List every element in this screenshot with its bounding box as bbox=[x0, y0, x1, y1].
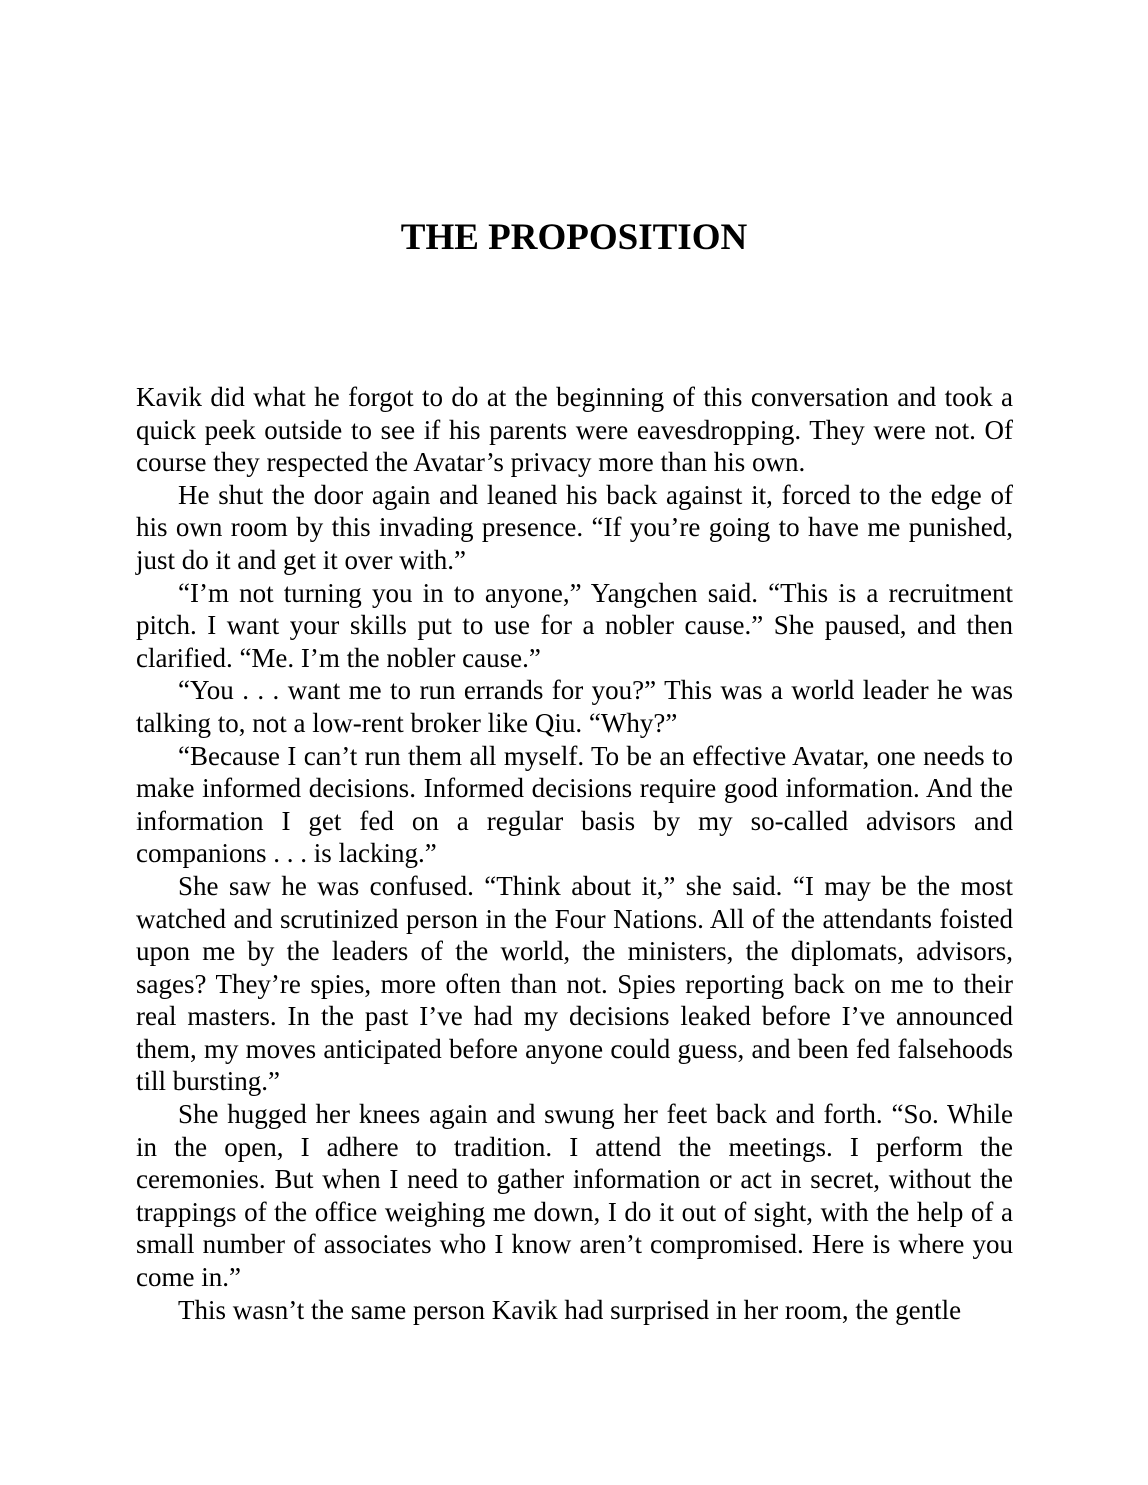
paragraph: “Because I can’t run them all myself. To be an effective Avatar, one needs to make informed decisions. Informed decisions require good information. And the information I get fed on a regular basis by my so-called advisors and companions . . . is lacking.” bbox=[136, 740, 1013, 869]
paragraph: She hugged her knees again and swung her feet back and forth. “So. While in the open, I adhere to tradition. I attend the meetings. I perform the ceremonies. But when I need to gather information or act in secret, without the trappings of the office weighing me down, I do it out of sight, with the help of a small number of associates who I know aren’t compromised. Here is where you come in.” bbox=[136, 1099, 1013, 1293]
chapter-title: THE PROPOSITION bbox=[400, 217, 748, 258]
paragraph: She saw he was confused. “Think about it,” she said. “I may be the most watched and scrutinized person in the Four Nations. All of the attendants foisted upon me by the leaders of the world, the ministers, the diplomats, advisors, sages? They’re spies, more often than not. Spies reporting back on me to their real masters. In the past I’ve had my decisions leaked before I’ve announced them, my moves anticipated before anyone could guess, and been fed falsehoods till bursting.” bbox=[136, 870, 1013, 1097]
paragraph: This wasn’t the same person Kavik had surprised in her room, the gentle bbox=[178, 1294, 962, 1325]
paragraph: Kavik did what he forgot to do at the beginning of this conversation and took a quick peek outside to see if his parents were eavesdropping. They were not. Of course they respected the Avatar’s privacy more than his own. bbox=[136, 382, 1013, 478]
paragraph: “I’m not turning you in to anyone,” Yangchen said. “This is a recruitment pitch. I want your skills put to use for a nobler cause.” She paused, and then clarified. “Me. I’m the nobler cause.” bbox=[136, 577, 1013, 673]
paragraph: He shut the door again and leaned his back against it, forced to the edge of his own room by this invading presence. “If you’re going to have me punished, just do it and get it over with.” bbox=[136, 479, 1013, 575]
chapter-body bbox=[136, 381, 1013, 1326]
paragraph: “You . . . want me to run errands for you?” This was a world leader he was talking to, not a low-rent broker like Qiu. “Why?” bbox=[136, 675, 1013, 738]
